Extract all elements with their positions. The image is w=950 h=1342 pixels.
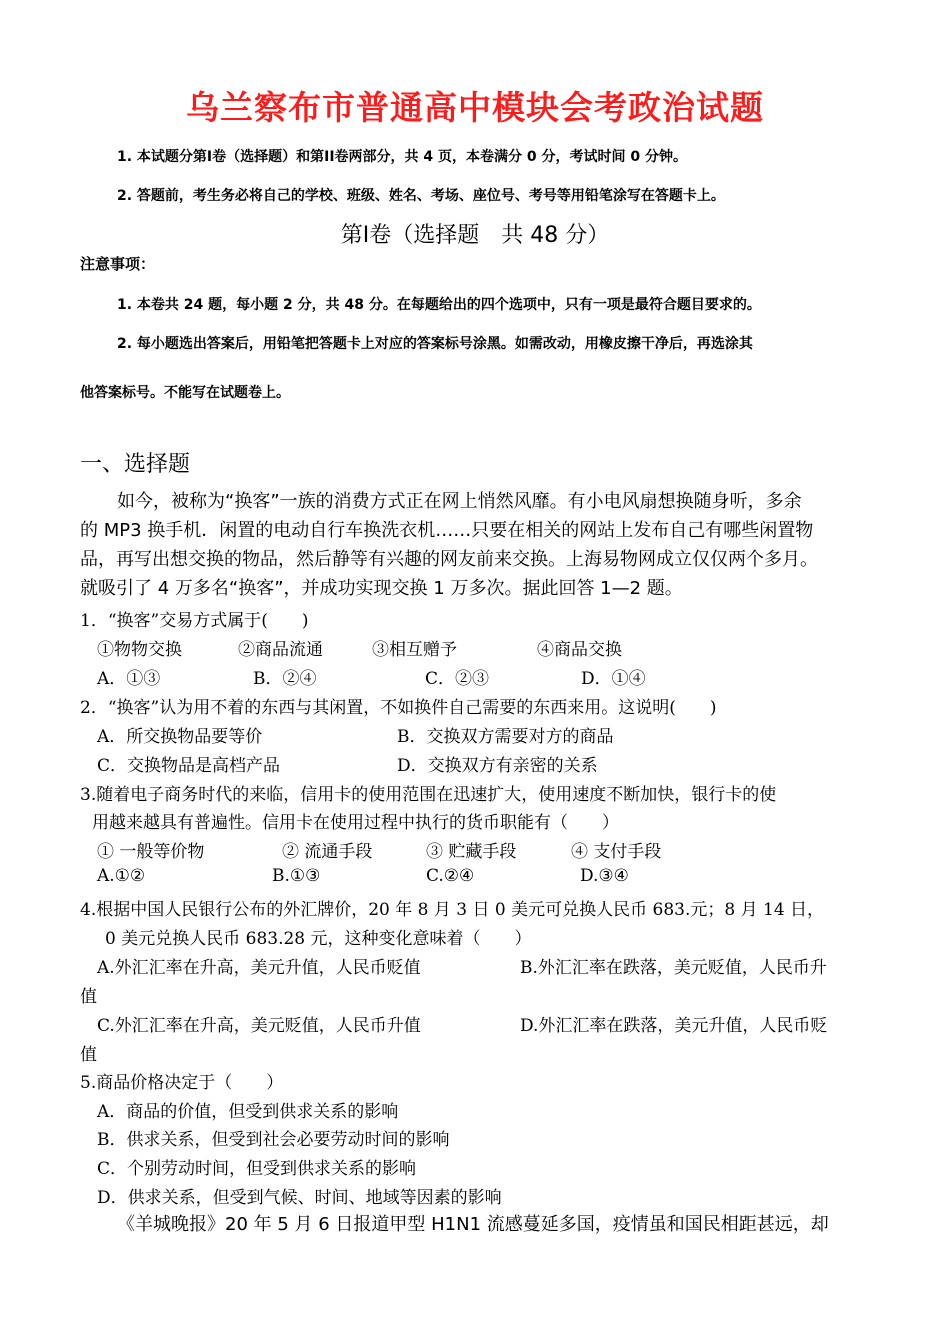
q3-item: ③ 贮藏手段 xyxy=(426,842,517,862)
q1-option-c: C．②③ xyxy=(425,669,490,689)
intro-line-2: 2. 答题前，考生务必将自己的学校、班级、姓名、考场、座位号、考号等用铅笔涂写在答题卡上。 xyxy=(117,188,725,204)
q1-option-a: A．①③ xyxy=(97,669,161,689)
q2-option-b: B．交换双方需要对方的商品 xyxy=(397,727,614,747)
q3-stem-line-2: 用越来越具有普遍性。信用卡在使用过程中执行的货币职能有（ ） xyxy=(92,813,619,833)
passage1-line-1: 如今，被称为“换客”一族的消费方式正在网上悄然风靡。有小电风扇想换随身听，多余 xyxy=(117,491,802,512)
passage1-line-4: 就吸引了 4 万多名“换客”，并成功实现交换 1 万多次。据此回答 1—2 题。 xyxy=(80,578,683,599)
q5-option-d: D．供求关系，但受到气候、时间、地域等因素的影响 xyxy=(97,1188,502,1208)
q4-option-c: C.外汇汇率在升高，美元贬值，人民币升值 xyxy=(97,1016,421,1036)
q3-option-d: D.③④ xyxy=(580,866,629,886)
q4-option-b-wrap: 值 xyxy=(80,987,97,1007)
q2-option-d: D．交换双方有亲密的关系 xyxy=(397,756,598,776)
part1-heading: 第I卷（选择题 共 48 分） xyxy=(340,223,610,248)
section-heading: 一、选择题 xyxy=(80,452,191,477)
q5-option-a: A．商品的价值，但受到供求关系的影响 xyxy=(97,1102,399,1122)
q5-stem: 5.商品价格决定于（ ） xyxy=(80,1073,284,1093)
q1-item: ②商品流通 xyxy=(238,640,323,660)
q1-item: ①物物交换 xyxy=(97,640,182,660)
q1-item: ③相互赠予 xyxy=(372,640,457,660)
q4-option-d: D.外汇汇率在跌落，美元升值，人民币贬 xyxy=(520,1016,828,1036)
q1-option-d: D．①④ xyxy=(581,669,646,689)
q2-option-c: C．交换物品是高档产品 xyxy=(97,756,281,776)
q3-item: ① 一般等价物 xyxy=(97,842,205,862)
q1-item: ④商品交换 xyxy=(537,640,622,660)
q2-option-a: A．所交换物品要等价 xyxy=(97,727,263,747)
q3-option-b: B.①③ xyxy=(272,866,321,886)
q1-stem: 1．“换客”交易方式属于( ) xyxy=(80,611,309,631)
q4-option-b: B.外汇汇率在跌落，美元贬值，人民币升 xyxy=(520,958,827,978)
q5-option-b: B．供求关系，但受到社会必要劳动时间的影响 xyxy=(97,1130,450,1150)
note-line-2: 2. 每小题选出答案后，用铅笔把答题卡上对应的答案标号涂黑。如需改动，用橡皮擦干净后，再选涂其 xyxy=(117,336,753,352)
q4-option-d-wrap: 值 xyxy=(80,1045,97,1065)
passage2-line-1: 《羊城晚报》20 年 5 月 6 日报道甲型 H1N1 流感蔓延多国，疫情虽和国民相距甚远，却 xyxy=(117,1214,829,1235)
q3-stem-line-1: 3.随着电子商务时代的来临，信用卡的使用范围在迅速扩大，使用速度不断加快，银行卡的使 xyxy=(80,785,777,805)
passage1-line-3: 品，再写出想交换的物品，然后静等有兴趣的网友前来交换。上海易物网成立仅仅两个多月。 xyxy=(80,549,818,570)
note-line-1: 1. 本卷共 24 题，每小题 2 分，共 48 分。在每题给出的四个选项中，只有一项是最符合题目要求的。 xyxy=(117,297,761,313)
q3-option-c: C.②④ xyxy=(426,866,475,886)
note-line-3: 他答案标号。不能写在试题卷上。 xyxy=(80,385,290,401)
q2-stem: 2．“换客”认为用不着的东西与其闲置，不如换件自己需要的东西来用。这说明( ) xyxy=(80,698,717,718)
q5-option-c: C．个别劳动时间，但受到供求关系的影响 xyxy=(97,1159,417,1179)
q1-option-b: B．②④ xyxy=(253,669,317,689)
intro-line-1: 1. 本试题分第I卷（选择题）和第II卷两部分，共 4 页，本卷满分 0 分，考试时间 0 分钟。 xyxy=(117,149,688,165)
exam-title: 乌兰察布市普通高中模块会考政治试题 xyxy=(186,88,764,127)
q3-item: ④ 支付手段 xyxy=(571,842,662,862)
q4-option-a: A.外汇汇率在升高，美元升值，人民币贬值 xyxy=(97,958,421,978)
q3-item: ② 流通手段 xyxy=(282,842,373,862)
passage1-line-2: 的 MP3 换手机．闲置的电动自行车换洗衣机……只要在相关的网站上发布自己有哪些闲置物 xyxy=(80,520,814,541)
q4-stem-line-1: 4.根据中国人民银行公布的外汇牌价，20 年 8 月 3 日 0 美元可兑换人民币 683.元；8 月 14 日， xyxy=(80,900,825,920)
q3-option-a: A.①② xyxy=(97,866,146,886)
q4-stem-line-2: 0 美元兑换人民币 683.28 元，这种变化意味着（ ） xyxy=(105,929,532,949)
notes-label: 注意事项： xyxy=(80,255,156,273)
